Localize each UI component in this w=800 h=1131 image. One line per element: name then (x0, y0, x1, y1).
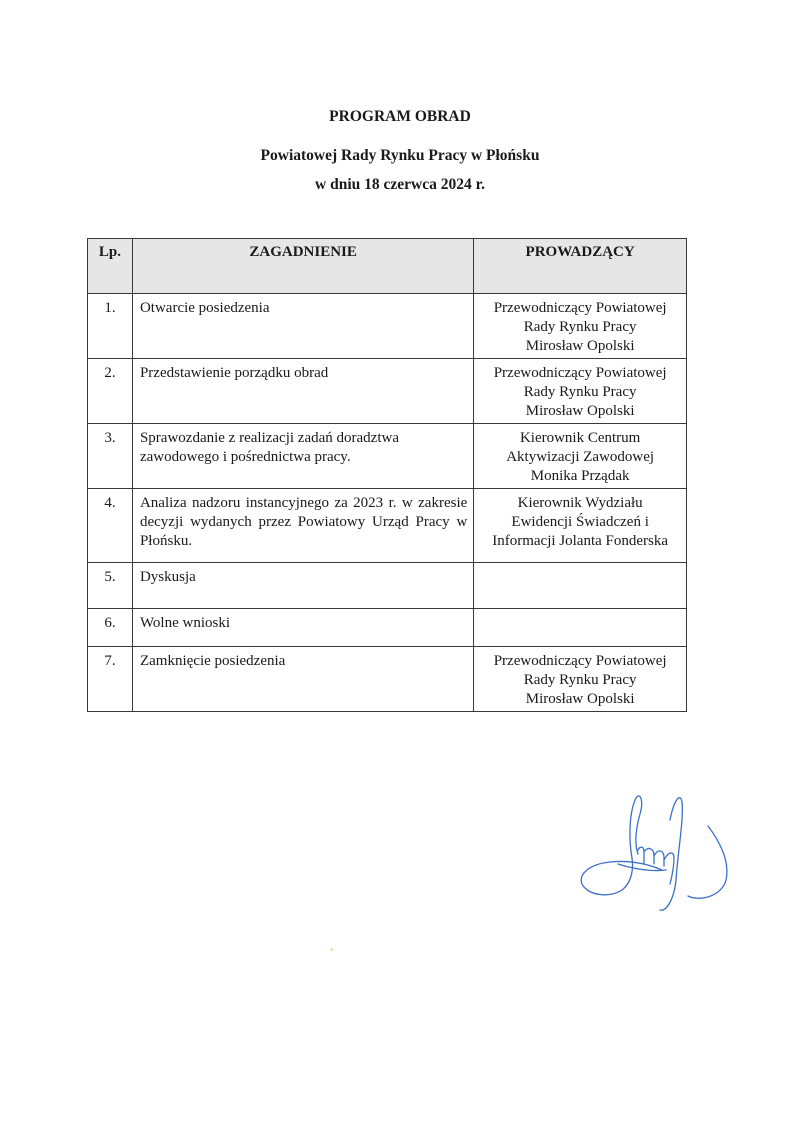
row-lead (474, 563, 687, 609)
signature-stroke (581, 798, 662, 895)
lead-line: Monika Prządak (530, 468, 630, 484)
row-number: 2. (88, 359, 133, 424)
header-lead: PROWADZĄCY (474, 239, 687, 294)
lead-line: Rady Rynku Pracy (523, 319, 637, 335)
row-topic: Dyskusja (132, 563, 473, 609)
lead-line: Przewodniczący Powiatowej (493, 300, 667, 316)
header-lp: Lp. (88, 239, 133, 294)
lead-line: Rady Rynku Pracy (523, 384, 637, 400)
row-topic: Zamknięcie posiedzenia (132, 647, 473, 712)
row-lead (474, 489, 687, 563)
lead-line: Rady Rynku Pracy (523, 672, 637, 688)
table-row (88, 294, 687, 359)
lead-line: Ewidencji Świadczeń i (511, 514, 649, 530)
row-number: 3. (88, 424, 133, 489)
lead-line: Mirosław Opolski (525, 691, 635, 707)
row-number: 1. (88, 294, 133, 359)
row-topic: Sprawozdanie z realizacji zadań doradztwa zawodowego i pośrednictwa pracy. (132, 424, 473, 489)
row-number: 5. (88, 563, 133, 609)
table-row (88, 359, 687, 424)
header-topic: ZAGADNIENIE (132, 239, 473, 294)
signature-stroke (664, 853, 674, 884)
lead-line: Kierownik Centrum (519, 430, 641, 446)
lead-line: Mirosław Opolski (525, 338, 635, 354)
row-lead (474, 647, 687, 712)
table-row (88, 647, 687, 712)
agenda-table (87, 238, 687, 712)
row-lead (474, 424, 687, 489)
row-number: 6. (88, 609, 133, 647)
row-number: 7. (88, 647, 133, 712)
handwritten-signature (570, 780, 750, 920)
row-topic: Analiza nadzoru instancyjnego za 2023 r. w zakresie decyzji wydanych przez Powiatowy Urząd Pracy w Płońsku. (132, 489, 473, 563)
lead-line: Kierownik Wydziału (517, 495, 643, 511)
row-lead (474, 609, 687, 647)
lead-line: Przewodniczący Powiatowej (493, 653, 667, 669)
table-row (88, 424, 687, 489)
row-lead (474, 359, 687, 424)
table-header-row (88, 239, 687, 294)
table-row (88, 563, 687, 609)
signature-stroke (618, 864, 666, 871)
table-row (88, 609, 687, 647)
row-number: 4. (88, 489, 133, 563)
signature-stroke (688, 826, 727, 898)
lead-line: Mirosław Opolski (525, 403, 635, 419)
meeting-date: w dniu 18 czerwca 2024 r. (315, 176, 485, 193)
lead-line: Aktywizacji Zawodowej (506, 449, 655, 465)
signature-stroke (636, 796, 642, 854)
row-topic: Przedstawienie porządku obrad (132, 359, 473, 424)
table-row (88, 489, 687, 563)
row-topic: Wolne wnioski (132, 609, 473, 647)
scan-speck (330, 948, 333, 951)
row-lead (474, 294, 687, 359)
row-topic: Otwarcie posiedzenia (132, 294, 473, 359)
lead-line: Informacji Jolanta Fonderska (492, 533, 669, 549)
lead-line: Przewodniczący Powiatowej (493, 365, 667, 381)
document-subtitle: Powiatowej Rady Rynku Pracy w Płońsku (260, 147, 540, 164)
document-title: PROGRAM OBRAD (329, 108, 471, 125)
